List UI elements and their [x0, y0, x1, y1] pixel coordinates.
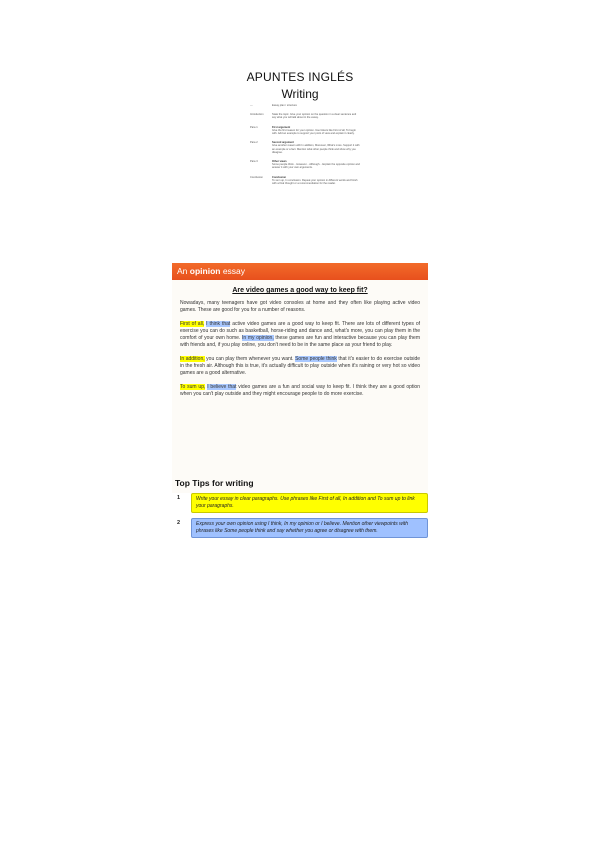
tip-number: 1: [177, 495, 181, 501]
essay-paragraph-2: First of all, I think that active video games are a good way to keep fit. There are lots of different types of exercise you can do such as basketball, horse-riding and dance and, what's more, you can play them in the comfort of your own home. In my opinion, these games are fun and interactive because you can play them with friends and, if you play online, you don't need to be in the same place as your friend to play.: [180, 320, 421, 349]
plan-row: [250, 126, 360, 136]
essay-plan-table: [250, 104, 360, 191]
plan-row-body: Essay plan / structure: [272, 104, 297, 107]
essay-banner: An opinion essay: [172, 263, 428, 280]
tip-number: 2: [177, 520, 181, 526]
essay-paragraph-4: To sum up, I believe that video games are a fun and social way to keep fit. I think they are a good option when you can't play outside and they might encourage people to do more exercise.: [180, 383, 420, 397]
highlight-opinion: In my opinion,: [242, 335, 274, 342]
plan-row-label: Conclusion: [250, 175, 263, 179]
plan-row-body: Other views Some people think... However... Although... Explain the opposite opinion and answer it with your own arguments.: [272, 160, 360, 170]
plan-row-body: State the topic. Give your opinion on the question in a clear sentence and say what you will talk about in the essay.: [272, 113, 357, 120]
tips-title: Top Tips for writing: [175, 478, 254, 488]
document-subtitle: Writing: [281, 87, 319, 101]
tip-item: [172, 493, 428, 513]
tip-text: Express your own opinion using I think, In my opinion or I believe. Mention other viewpoints with phrases like Some people think and say whether you agree or disagree with them.: [191, 518, 428, 538]
plan-row-label: Para 1: [250, 125, 258, 129]
plan-row: [250, 176, 360, 186]
plan-row-label: ---: [250, 104, 253, 107]
plan-row-label: Para 3: [250, 160, 258, 164]
plan-row-label: Para 2: [250, 141, 258, 145]
highlight-linker: To sum up,: [180, 383, 206, 390]
plan-row-body: Second argument Give another reason with In addition, Moreover, What's more. Support it with an example or a fact. Mention what other people think and show why you disagree.: [272, 141, 360, 154]
highlight-linker: In addition,: [180, 355, 205, 362]
highlight-linker: First of all,: [180, 320, 205, 327]
essay-paragraph-3: In addition, you can play them whenever you want. Some people think that it's easier to do exercise outside in the fresh air. Although this is true, it's actually difficult to play outside when it's raining or very hot so video games are a good alternative.: [180, 355, 421, 377]
highlight-opinion: I think that: [206, 320, 231, 327]
plan-row-label: Introduction: [250, 113, 264, 117]
plan-row-body: Conclusion To sum up, In conclusion. Repeat your opinion in different words and finish with a final thought or a recommendation for the reader.: [272, 175, 358, 186]
essay-paragraph-1: Nowadays, many teenagers have got video consoles at home and they often like playing active video games. These are good for you for a number of reasons.: [180, 300, 420, 314]
tip-text: Write your essay in clear paragraphs. Use phrases like First of all, In addition and To sum up to link your paragraphs.: [191, 493, 428, 513]
tip-item: [172, 518, 428, 538]
document-title: APUNTES INGLÉS: [246, 70, 354, 84]
highlight-opinion: Some people think: [295, 355, 337, 362]
highlight-opinion: I believe that: [207, 383, 237, 390]
plan-row-body: First argument Give the first reason for your opinion. Use linkers like First of all, To begin with. Add an example to support your point of view and explain it clearly.: [272, 125, 356, 136]
plan-row: [250, 141, 360, 154]
plan-row: [250, 113, 360, 119]
opinion-essay-card: [172, 263, 428, 493]
essay-title: Are video games a good way to keep fit?: [232, 287, 368, 294]
document-header: [0, 70, 600, 101]
plan-row: [250, 160, 360, 170]
top-tips-section: [172, 478, 428, 538]
plan-row: [250, 104, 360, 107]
